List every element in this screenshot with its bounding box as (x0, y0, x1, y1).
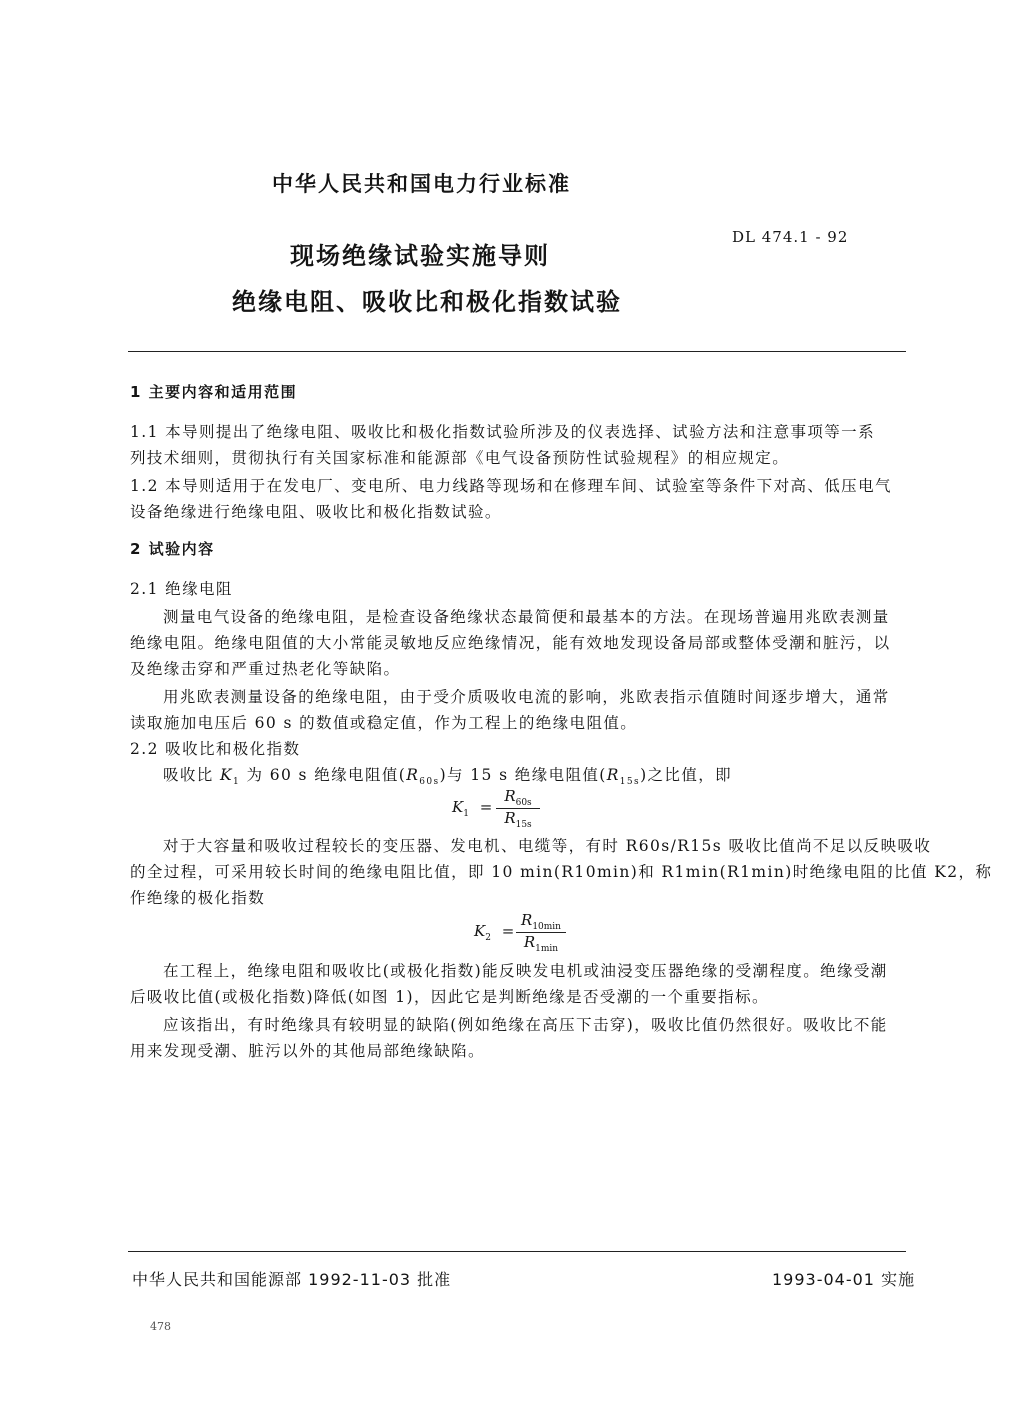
formula-k2-numerator: $R_{10min}$ (521, 911, 561, 932)
paragraph-2-2-intro (163, 763, 732, 787)
standard-type-header: 中华人民共和国电力行业标准 (272, 172, 571, 196)
formula-k2-denominator: $R_{1min}$ (523, 933, 559, 954)
paragraph-2-2-b-line1: 对于大容量和吸收过程较长的变压器、发电机、电缆等，有时 R60s/R15s 吸收比值尚不足以反映吸收 (163, 837, 932, 855)
paragraph-2-2-d-line2: 用来发现受潮、脏污以外的其他局部绝缘缺陷。 (130, 1042, 485, 1060)
symbol-r15s-sub: 15s (619, 777, 641, 788)
document-title-line2: 绝缘电阻、吸收比和极化指数试验 (232, 288, 622, 316)
paragraph-2-2-c-line2: 后吸收比值(或极化指数)降低(如图 1)，因此它是判断绝缘是否受潮的一个重要指标。 (130, 988, 769, 1006)
symbol-r60s-sub: 60s (419, 777, 440, 788)
page-number: 478 (150, 1320, 171, 1333)
formula-k2-lhs: $K_2$ = (474, 922, 515, 943)
paragraph-2-1-a-line3: 及绝缘击穿和严重过热老化等缺陷。 (130, 660, 401, 678)
paragraph-2-1-a-line1: 测量电气设备的绝缘电阻，是检查设备绝缘状态最简便和最基本的方法。在现场普遍用兆欧表测量 (163, 608, 890, 626)
formula-k1-fraction (496, 787, 540, 830)
formula-k1-denominator: $R_{15s}$ (504, 809, 532, 830)
paragraph-1-2-line2: 设备绝缘进行绝缘电阻、吸收比和极化指数试验。 (130, 503, 502, 521)
document-title-line1: 现场绝缘试验实施导则 (290, 242, 550, 270)
effective-date: 1993-04-01 实施 (772, 1270, 916, 1289)
paragraph-2-1-b-line2: 读取施加电压后 60 s 的数值或稳定值，作为工程上的绝缘电阻值。 (130, 714, 638, 732)
paragraph-1-1-line2: 列技术细则，贯彻执行有关国家标准和能源部《电气设备预防性试验规程》的相应规定。 (130, 449, 790, 467)
formula-k1-lhs: $K_1$ = (452, 798, 493, 819)
paragraph-1-1-line1: 1.1 本导则提出了绝缘电阻、吸收比和极化指数试验所涉及的仪表选择、试验方法和注意事项等一系 (130, 423, 875, 441)
paragraph-2-2-b-line2: 的全过程，可采用较长时间的绝缘电阻比值，即 10 min(R10min)和 R1min(R1min)时绝缘电阻的比值 K2，称 (130, 863, 993, 881)
subsection-2-2-title: 2.2 吸收比和极化指数 (130, 740, 301, 758)
symbol-k1-sub: 1 (233, 777, 241, 788)
section-2-heading: 2 试验内容 (130, 540, 215, 558)
approval-line: 中华人民共和国能源部 1992-11-03 批准 (132, 1270, 452, 1289)
symbol-r15s: R (606, 766, 620, 784)
intro-text-a: 吸收比 (163, 766, 221, 784)
paragraph-2-2-b-line3: 作绝缘的极化指数 (130, 889, 266, 907)
intro-text-c: )与 15 s 绝缘电阻值( (439, 766, 607, 784)
subsection-2-1-title: 2.1 绝缘电阻 (130, 580, 233, 598)
formula-k2-fraction (516, 911, 566, 954)
paragraph-2-2-d-line1: 应该指出，有时绝缘具有较明显的缺陷(例如绝缘在高压下击穿)，吸收比值仍然很好。吸收比不能 (163, 1016, 888, 1034)
symbol-r60s: R (406, 766, 420, 784)
formula-k1-numerator: $R_{60s}$ (504, 787, 532, 808)
intro-text-b: 为 60 s 绝缘电阻值( (240, 766, 407, 784)
paragraph-1-2-line1: 1.2 本导则适用于在发电厂、变电所、电力线路等现场和在修理车间、试验室等条件下对高、低压电气 (130, 477, 892, 495)
paragraph-2-2-c-line1: 在工程上，绝缘电阻和吸收比(或极化指数)能反映发电机或油浸变压器绝缘的受潮程度。绝缘受潮 (163, 962, 888, 980)
header-divider (128, 351, 906, 352)
intro-text-d: )之比值，即 (640, 766, 733, 784)
symbol-k1: K (220, 766, 234, 784)
footer-divider (128, 1251, 906, 1252)
paragraph-2-1-a-line2: 绝缘电阻。绝缘电阻值的大小常能灵敏地反应绝缘情况，能有效地发现设备局部或整体受潮和脏污，以 (130, 634, 891, 652)
section-1-heading: 1 主要内容和适用范围 (130, 383, 298, 401)
paragraph-2-1-b-line1: 用兆欧表测量设备的绝缘电阻，由于受介质吸收电流的影响，兆欧表指示值随时间逐步增大，通常 (163, 688, 890, 706)
standard-code: DL 474.1 - 92 (732, 228, 849, 246)
